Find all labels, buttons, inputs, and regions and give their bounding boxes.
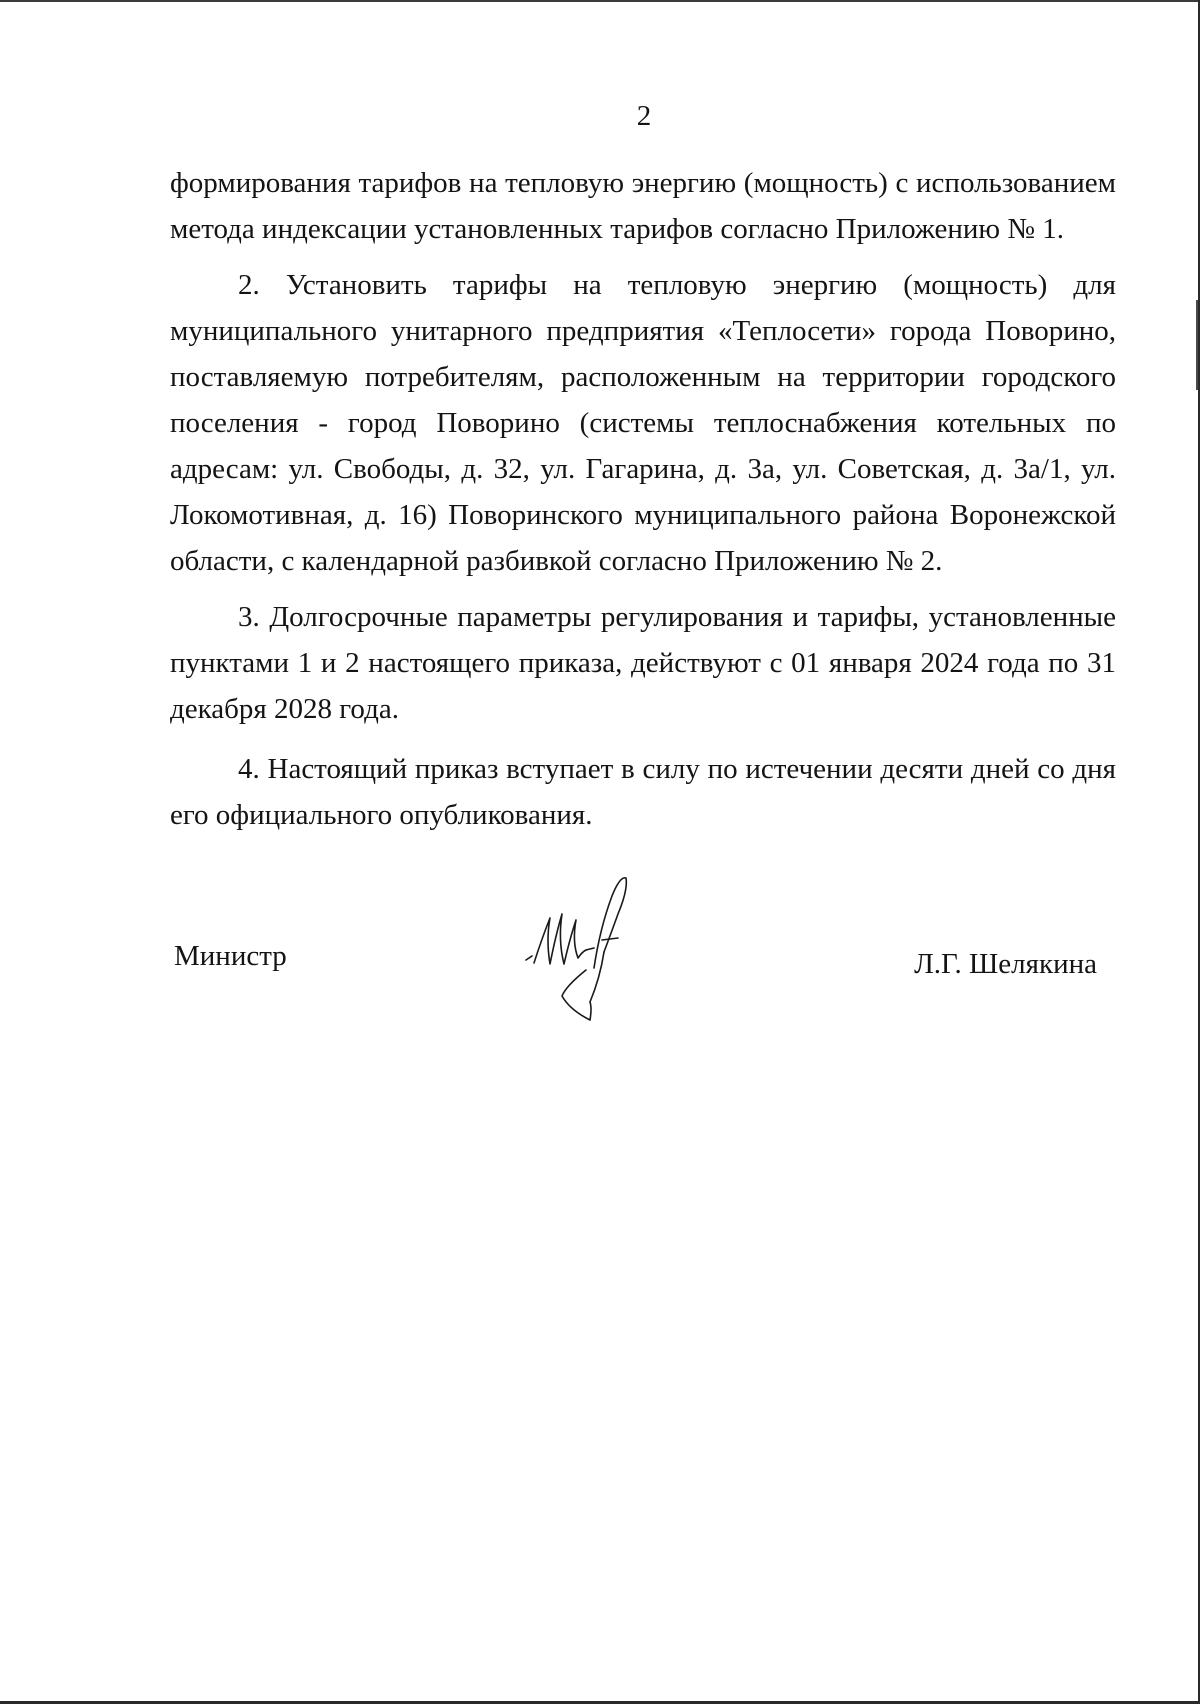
signatory-title: Министр — [174, 940, 287, 972]
document-body — [170, 160, 1116, 852]
scan-edge-mark — [1196, 300, 1198, 390]
scan-edge-top — [0, 0, 1200, 2]
paragraph-item-2: 2. Установить тарифы на тепловую энергию (мощность) для муниципального унитарного предприятия «Теплосети» города Поворино, поставляемую потребителям, расположенным на территории городского поселения - город Поворино (системы теплоснабжения котельных по адресам: ул. Свободы, д. 32, ул. Гагарина, д. 3а, ул. Советская, д. 3а/1, ул. Локомотивная, д. 16) Поворинского муниципального района Воронежской области, с календарной разбивкой согласно Приложению № 2. — [170, 269, 1116, 577]
paragraph-continuation: формирования тарифов на тепловую энергию (мощность) с использованием метода индексации установленных тарифов согласно Приложению № 1. — [170, 167, 1116, 245]
page-number: 2 — [636, 100, 652, 132]
paragraph-item-4: 4. Настоящий приказ вступает в силу по истечении десяти дней со дня его официального опубликования. — [170, 753, 1116, 831]
signatory-name: Л.Г. Шелякина — [914, 948, 1097, 980]
handwritten-signature — [520, 868, 650, 1028]
paragraph-item-3: 3. Долгосрочные параметры регулирования и тарифы, установленные пунктами 1 и 2 настоящего приказа, действуют с 01 января 2024 года по 31 декабря 2028 года. — [170, 601, 1116, 725]
